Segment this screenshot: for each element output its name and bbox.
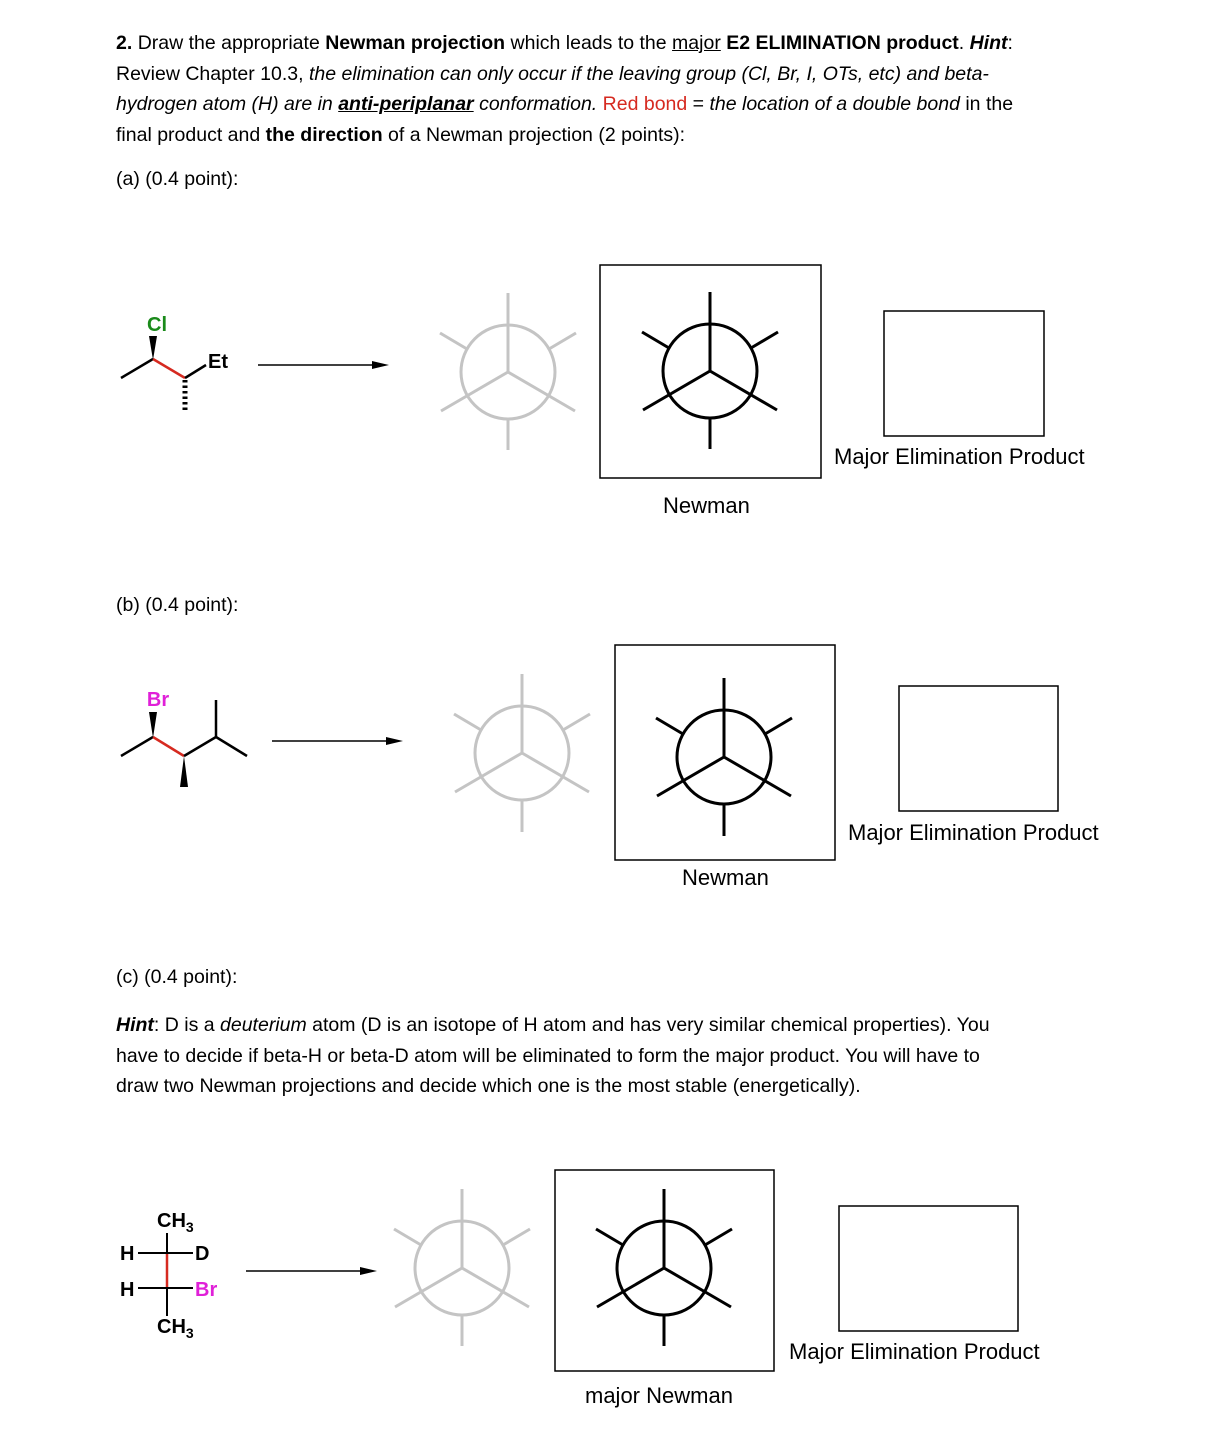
- chlorine-label: Cl: [147, 314, 167, 336]
- bond: [216, 737, 247, 756]
- wedge-bond-methyl: [180, 756, 188, 787]
- question-number: 2.: [116, 32, 133, 54]
- bromine-label: Br: [146, 689, 170, 711]
- fischer-h-2: H: [120, 1279, 135, 1301]
- part-c-newman-projection: [596, 1189, 732, 1346]
- part-c-product-box[interactable]: [839, 1206, 1018, 1331]
- part-c-arrowhead: [360, 1267, 377, 1275]
- part-a-newman-caption: Newman: [663, 493, 750, 518]
- part-a-product-caption: Major Elimination Product: [834, 444, 1085, 469]
- red-bond: [153, 359, 185, 378]
- part-c-newman-caption: major Newman: [585, 1383, 733, 1408]
- part-b-newman-projection: [656, 678, 792, 836]
- question-line-1: 2. Draw the appropriate Newman projection which leads to the major E2 ELIMINATION product. Hint:: [116, 32, 1013, 54]
- bond-to-et: [185, 365, 206, 378]
- bond: [184, 737, 216, 756]
- part-b-template-newman: [454, 674, 590, 832]
- part-b-newman-caption: Newman: [682, 865, 769, 890]
- part-c-fischer-projection: [120, 1210, 217, 1341]
- wedge-bond: [149, 336, 157, 360]
- question-line-2: Review Chapter 10.3, the elimination can only occur if the leaving group (Cl, Br, I, OTs, etc) and beta-: [116, 62, 989, 85]
- part-b-label: (b) (0.4 point):: [116, 594, 239, 616]
- part-a-template-newman: [440, 293, 576, 450]
- part-c-label: (c) (0.4 point):: [116, 966, 238, 988]
- part-a-molecule: [121, 314, 228, 412]
- part-b-product-box[interactable]: [899, 686, 1058, 811]
- question-line-4: final product and the direction of a Newman projection (2 points):: [116, 123, 686, 146]
- fischer-d: D: [195, 1243, 210, 1265]
- part-a-arrowhead: [372, 361, 389, 369]
- part-b-product-caption: Major Elimination Product: [848, 820, 1099, 845]
- red-bond: [153, 737, 184, 756]
- question-line-3: hydrogen atom (H) are in anti-periplanar conformation. Red bond = the location of a double bond in the: [116, 93, 1014, 115]
- part-a-label: (a) (0.4 point):: [116, 168, 239, 190]
- bond: [121, 737, 153, 756]
- fischer-bottom-ch3: $CH_3$: [157, 1316, 194, 1341]
- part-a-newman-projection: [642, 292, 778, 449]
- part-b-molecule: [121, 689, 247, 787]
- bond: [121, 359, 153, 378]
- fischer-h-1: H: [120, 1243, 135, 1265]
- ethyl-label: Et: [208, 351, 228, 373]
- part-c-hint: Hint: D is a deuterium atom (D is an isotope of H atom and has very similar chemical properties). You have to decide if beta-H or beta-D atom will be eliminated to form the major product. You will have to draw two Newman projections and decide which one is the most stable (energetically).: [116, 1014, 990, 1097]
- part-c-product-caption: Major Elimination Product: [789, 1339, 1040, 1364]
- fischer-br: Br: [195, 1279, 218, 1301]
- fischer-top-ch3: $CH_3$: [157, 1210, 194, 1235]
- part-c-template-newman: [394, 1189, 530, 1346]
- part-a-product-box[interactable]: [884, 311, 1044, 436]
- part-b-arrowhead: [386, 737, 403, 745]
- wedge-bond-br: [149, 712, 157, 738]
